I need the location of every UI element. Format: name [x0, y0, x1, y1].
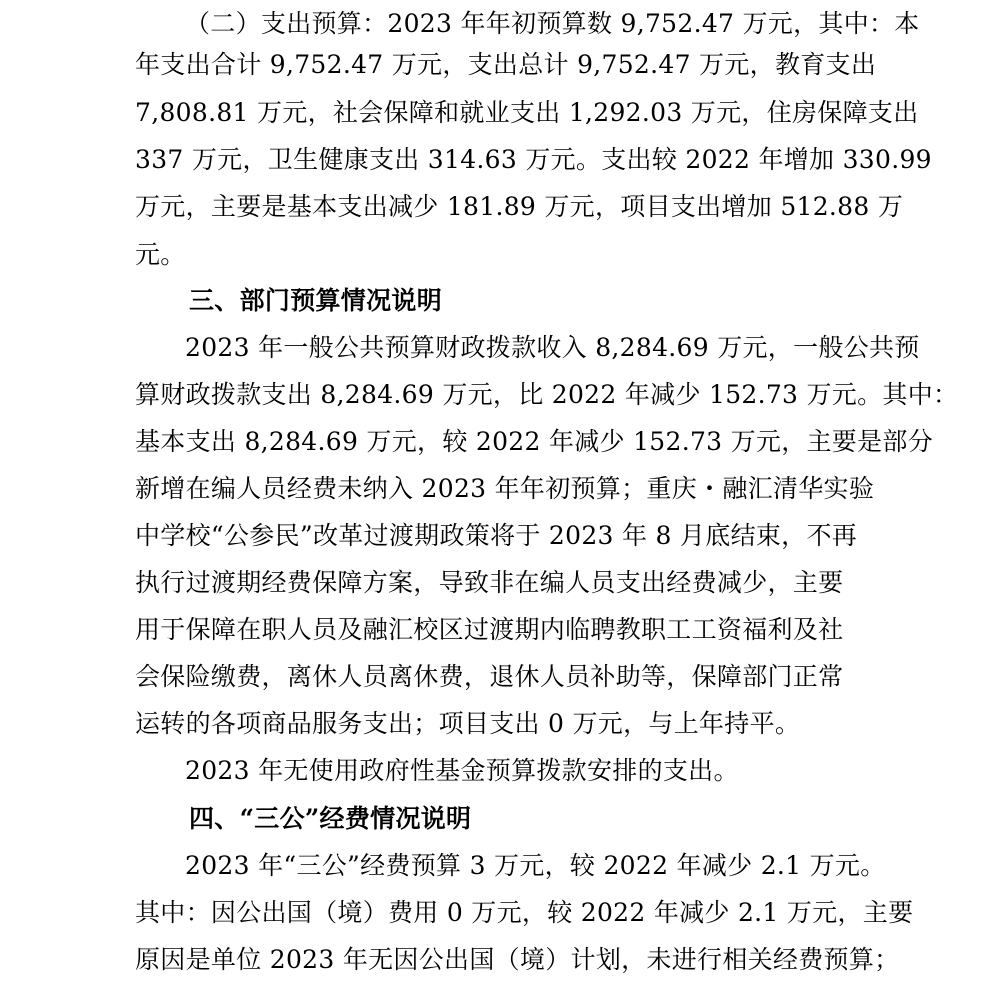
section-heading: 四、“三公”经费情况说明	[189, 804, 472, 833]
paragraph-line: 2023 年无使用政府性基金预算拨款安排的支出。	[185, 756, 739, 785]
paragraph-line: 337 万元，卫生健康支出 314.63 万元。支出较 2022 年增加 330.99	[135, 145, 932, 174]
paragraph-line: 算财政拨款支出 8,284.69 万元，比 2022 年减少 152.73 万元。其中：	[135, 380, 959, 409]
paragraph-line: 年支出合计 9,752.47 万元，支出总计 9,752.47 万元，教育支出	[135, 50, 877, 79]
paragraph-line: 2023 年一般公共预算财政拨款收入 8,284.69 万元，一般公共预	[185, 333, 920, 362]
paragraph-line: 元。	[135, 240, 186, 269]
paragraph-line: 运转的各项商品服务支出；项目支出 0 万元，与上年持平。	[135, 709, 801, 738]
section-heading: 三、部门预算情况说明	[189, 286, 443, 315]
paragraph-line: 中学校“公参民”改革过渡期政策将于 2023 年 8 月底结束，不再	[135, 521, 858, 550]
paragraph-line: 基本支出 8,284.69 万元，较 2022 年减少 152.73 万元，主要是部分	[135, 427, 934, 456]
paragraph-line: （二）支出预算：2023 年年初预算数 9,752.47 万元，其中：本	[185, 9, 920, 38]
paragraph-line: 其中：因公出国（境）费用 0 万元，较 2022 年减少 2.1 万元，主要	[135, 898, 914, 927]
paragraph-line: 执行过渡期经费保障方案，导致非在编人员支出经费减少，主要	[135, 568, 844, 597]
paragraph-line: 新增在编人员经费未纳入 2023 年年初预算；重庆・融汇清华实验	[135, 474, 875, 503]
paragraph-line: 万元，主要是基本支出减少 181.89 万元，项目支出增加 512.88 万	[135, 192, 904, 221]
paragraph-line: 原因是单位 2023 年无因公出国（境）计划，未进行相关经费预算；	[135, 945, 900, 974]
paragraph-line: 2023 年“三公”经费预算 3 万元，较 2022 年减少 2.1 万元。	[185, 851, 886, 880]
paragraph-line: 会保险缴费，离休人员离休费，退休人员补助等，保障部门正常	[135, 662, 844, 691]
paragraph-line: 用于保障在职人员及融汇校区过渡期内临聘教职工工资福利及社	[135, 615, 844, 644]
paragraph-line: 7,808.81 万元，社会保障和就业支出 1,292.03 万元，住房保障支出	[135, 98, 919, 127]
